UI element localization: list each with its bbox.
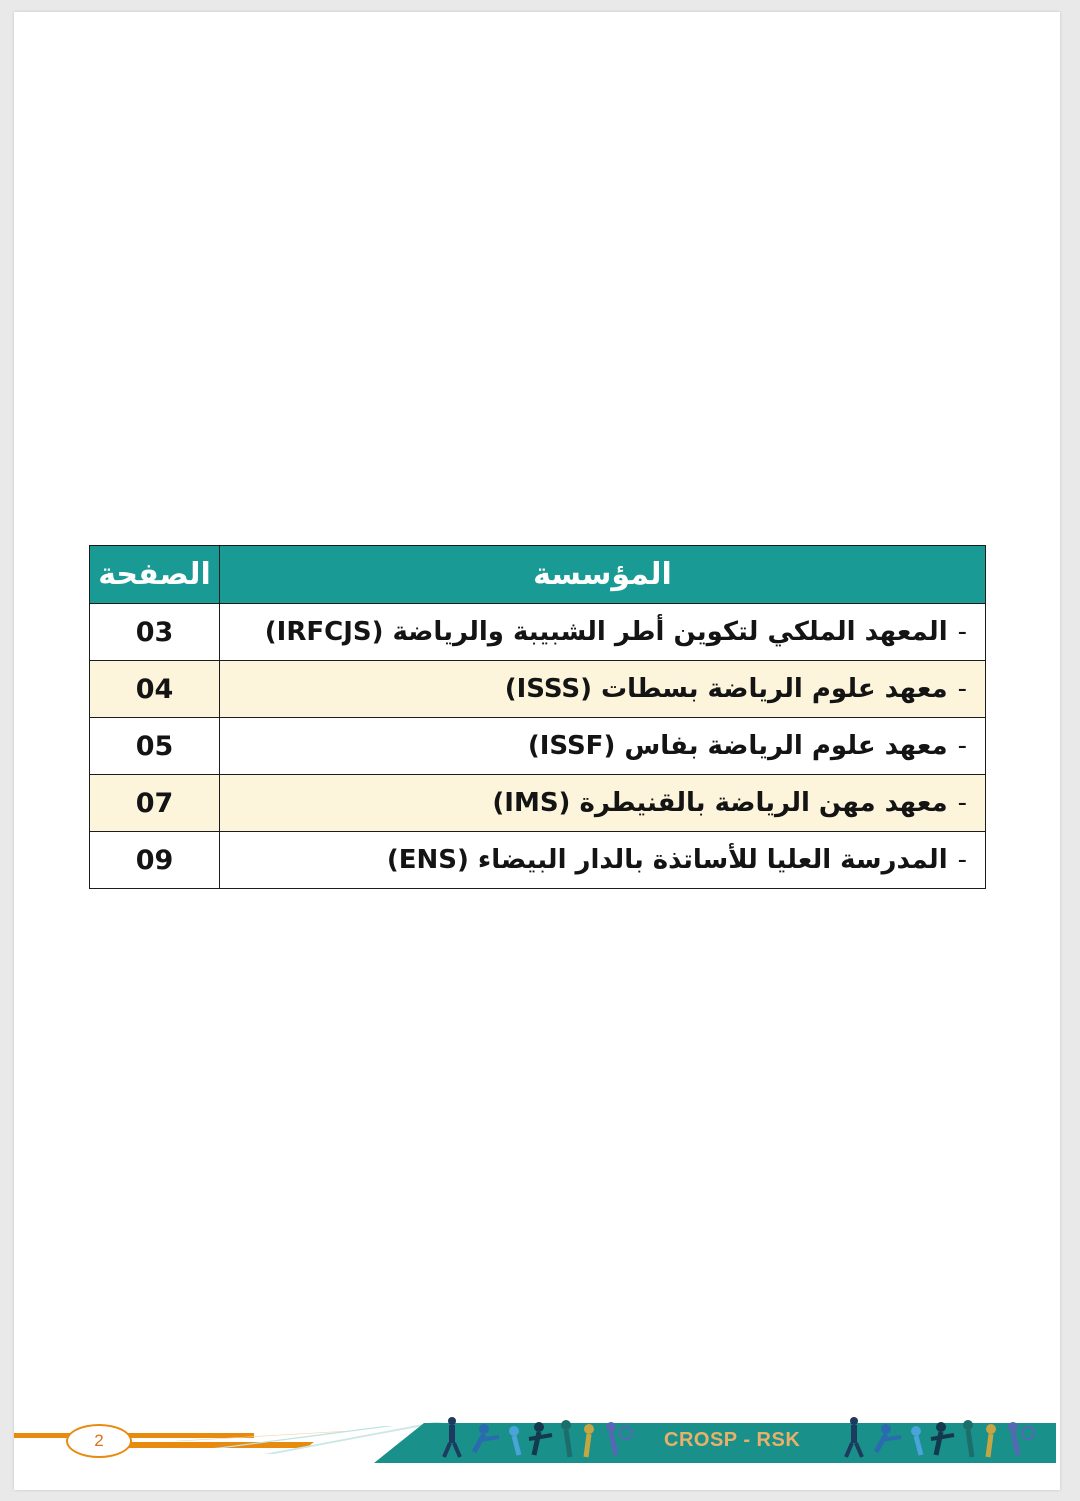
- page-number-cell: 03: [90, 604, 220, 661]
- bullet-dash: -: [957, 845, 967, 875]
- table-row: [90, 661, 986, 718]
- page-number-cell: 09: [90, 832, 220, 889]
- page-number-badge: 2: [66, 1424, 132, 1458]
- table-row: [90, 775, 986, 832]
- page-footer: [14, 1407, 1060, 1487]
- institution-cell: [220, 832, 986, 889]
- bullet-dash: -: [957, 674, 967, 704]
- page-number-cell: 07: [90, 775, 220, 832]
- footer-banner: [14, 1407, 1060, 1487]
- institution-cell: [220, 604, 986, 661]
- institution-name: معهد مهن الرياضة بالقنيطرة (IMS): [492, 788, 948, 818]
- bullet-dash: -: [957, 731, 967, 761]
- header-institution: المؤسسة: [220, 546, 986, 604]
- bullet-dash: -: [957, 788, 967, 818]
- page-number-cell: 04: [90, 661, 220, 718]
- institution-name: المعهد الملكي لتكوين أطر الشبيبة والرياضة (IRFCJS): [264, 617, 948, 647]
- table-row: [90, 604, 986, 661]
- institution-cell: [220, 718, 986, 775]
- institution-name: معهد علوم الرياضة بسطات (ISSS): [504, 674, 948, 704]
- document-page: [14, 12, 1060, 1490]
- table-of-contents: [89, 545, 986, 889]
- institution-name: معهد علوم الرياضة بفاس (ISSF): [527, 731, 948, 761]
- bullet-dash: -: [957, 617, 967, 647]
- footer-orange-stripe: [124, 1442, 314, 1448]
- header-page: الصفحة: [90, 546, 220, 604]
- table-row: [90, 718, 986, 775]
- institution-cell: [220, 775, 986, 832]
- table-row: [90, 832, 986, 889]
- page-number-cell: 05: [90, 718, 220, 775]
- institution-cell: [220, 661, 986, 718]
- institution-name: المدرسة العليا للأساتذة بالدار البيضاء (ENS): [386, 845, 948, 875]
- footer-orange-line: [14, 1433, 254, 1438]
- table-header-row: [90, 546, 986, 604]
- brand-label: CROSP - RSK: [664, 1429, 801, 1451]
